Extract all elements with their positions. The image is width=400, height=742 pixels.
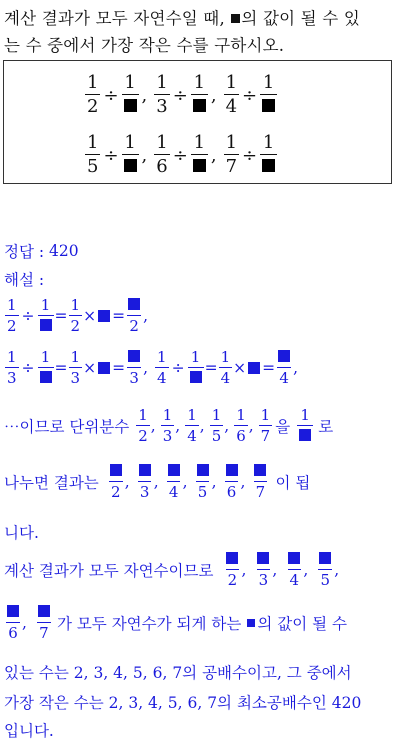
fraction: $\frac{1}{4}$ (157, 348, 167, 387)
fraction: 2 (126, 298, 142, 334)
fraction: $\frac{1}{5}$ (211, 406, 222, 445)
fraction: 2 (108, 464, 124, 500)
fraction: 1 (38, 350, 54, 386)
blue-square-icon (254, 464, 266, 476)
blue-square-icon (247, 619, 255, 627)
fraction: 1 (297, 408, 313, 444)
black-square-icon (262, 99, 275, 112)
fraction: 1 (122, 134, 139, 176)
explanation-line-10: 입니다. (4, 722, 54, 740)
fraction: $\frac{1}{2}$ (138, 406, 148, 445)
fraction: $\frac{1}{2}$ (7, 296, 17, 335)
blue-square-icon (226, 552, 238, 564)
blue-square-icon (38, 605, 50, 617)
fraction: 5 (195, 464, 211, 500)
black-square-icon (231, 14, 240, 23)
blue-square-icon (110, 464, 122, 476)
blue-square-icon (168, 464, 180, 476)
fraction: 3 (126, 350, 142, 386)
question-line-1: 계산 결과가 모두 자연수일 때, 의 값이 될 수 있 (4, 9, 360, 28)
blue-square-icon (7, 605, 19, 617)
fraction: 3 (255, 552, 271, 588)
explanation-eq-2: $\frac{1}{3}$ ÷ 1 = $\frac{1}{3}$ × = 3 , $\frac{1}{4}$ ÷ 1 = $\frac{1}{4}$ × = 4 , (7, 348, 299, 387)
blue-square-icon (128, 298, 140, 310)
explanation-natural-line: 계산 결과가 모두 자연수이므로 2 , 3 , 4 , 5 , (4, 552, 339, 588)
blue-square-icon (299, 429, 311, 441)
explanation-eq-1: $\frac{1}{2}$ ÷ 1 = $\frac{1}{2}$ × = 2 , (7, 296, 149, 335)
fraction: $\frac{1}{7}$ (225, 132, 238, 177)
fraction: $\frac{1}{6}$ (236, 406, 246, 445)
fraction: 7 (252, 464, 268, 500)
black-square-icon (124, 159, 137, 172)
fraction: 4 (286, 552, 302, 588)
black-square-icon (193, 159, 206, 172)
blue-square-icon (226, 464, 238, 476)
fraction: 6 (5, 605, 21, 641)
fraction: 1 (122, 74, 139, 116)
blue-square-icon (98, 362, 110, 374)
blue-square-icon (128, 350, 140, 362)
fraction: $\frac{1}{4}$ (225, 72, 238, 117)
black-square-icon (124, 99, 137, 112)
fraction: 6 (224, 464, 240, 500)
fraction: $\frac{1}{4}$ (220, 348, 231, 387)
fraction: $\frac{1}{3}$ (162, 406, 173, 445)
explanation-results: 나누면 결과는 2 , 3 , 4 , 5 , 6 , 7 이 됩 (4, 464, 310, 500)
fraction: 1 (191, 134, 208, 176)
fraction: 1 (191, 74, 208, 116)
fraction: 7 (36, 605, 52, 641)
explanation-line-5: 니다. (4, 524, 39, 542)
blue-square-icon (257, 552, 269, 564)
fraction: $\frac{1}{2}$ (70, 296, 81, 335)
blue-square-icon (288, 552, 300, 564)
fraction: 4 (166, 464, 182, 500)
expression-box (3, 60, 392, 184)
fraction: $\frac{1}{2}$ (87, 72, 99, 117)
fraction: 2 (224, 552, 240, 588)
fraction: 1 (260, 74, 277, 116)
blue-square-icon (139, 464, 151, 476)
blue-square-icon (248, 362, 260, 374)
expression-row-1: $\frac{1}{2}$ ÷ 1 , $\frac{1}{3}$ ÷ 1 , $\frac{1}{4}$ ÷ 1 (84, 74, 278, 116)
explanation-unit-fractions: ⋯이므로 단위분수 $\frac{1}{2}$ , $\frac{1}{3}$ , $\frac{1}{4}$ , $\frac{1}{5}$ , $\frac{1}{6}$ , $\frac{1}{7}$ 을 1 로 (4, 406, 334, 445)
fraction: $\frac{1}{6}$ (156, 132, 168, 177)
explanation-line-8: 있는 수는 2, 3, 4, 5, 6, 7의 공배수이고, 그 중에서 (4, 664, 352, 682)
fraction: 5 (317, 552, 333, 588)
fraction: $\frac{1}{5}$ (87, 132, 99, 177)
fraction: $\frac{1}{4}$ (187, 406, 197, 445)
blue-square-icon (190, 371, 202, 383)
explanation-label: 해설 : (4, 271, 45, 289)
expression-row-2: $\frac{1}{5}$ ÷ 1 , $\frac{1}{6}$ ÷ 1 , $\frac{1}{7}$ ÷ 1 (84, 134, 278, 176)
explanation-line-7: 6 , 7 가 모두 자연수가 되게 하는 의 값이 될 수 (4, 605, 347, 641)
blue-square-icon (40, 371, 52, 383)
answer-line: 정답 : 420 (4, 242, 79, 261)
fraction: 4 (276, 350, 292, 386)
blue-square-icon (98, 310, 110, 322)
black-square-icon (193, 99, 206, 112)
fraction: $\frac{1}{3}$ (7, 348, 17, 387)
fraction: 1 (260, 134, 277, 176)
black-square-icon (262, 159, 275, 172)
question-line-2: 는 수 중에서 가장 작은 수를 구하시오. (4, 36, 285, 55)
fraction: $\frac{1}{3}$ (70, 348, 81, 387)
blue-square-icon (278, 350, 290, 362)
fraction: $\frac{1}{3}$ (156, 72, 168, 117)
fraction: 1 (188, 350, 204, 386)
fraction: 1 (38, 298, 54, 334)
explanation-line-9: 가장 작은 수는 2, 3, 4, 5, 6, 7의 최소공배수인 420 (4, 694, 362, 712)
blue-square-icon (319, 552, 331, 564)
fraction: $\frac{1}{7}$ (260, 406, 271, 445)
fraction: 3 (137, 464, 153, 500)
blue-square-icon (197, 464, 209, 476)
blue-square-icon (40, 319, 52, 331)
